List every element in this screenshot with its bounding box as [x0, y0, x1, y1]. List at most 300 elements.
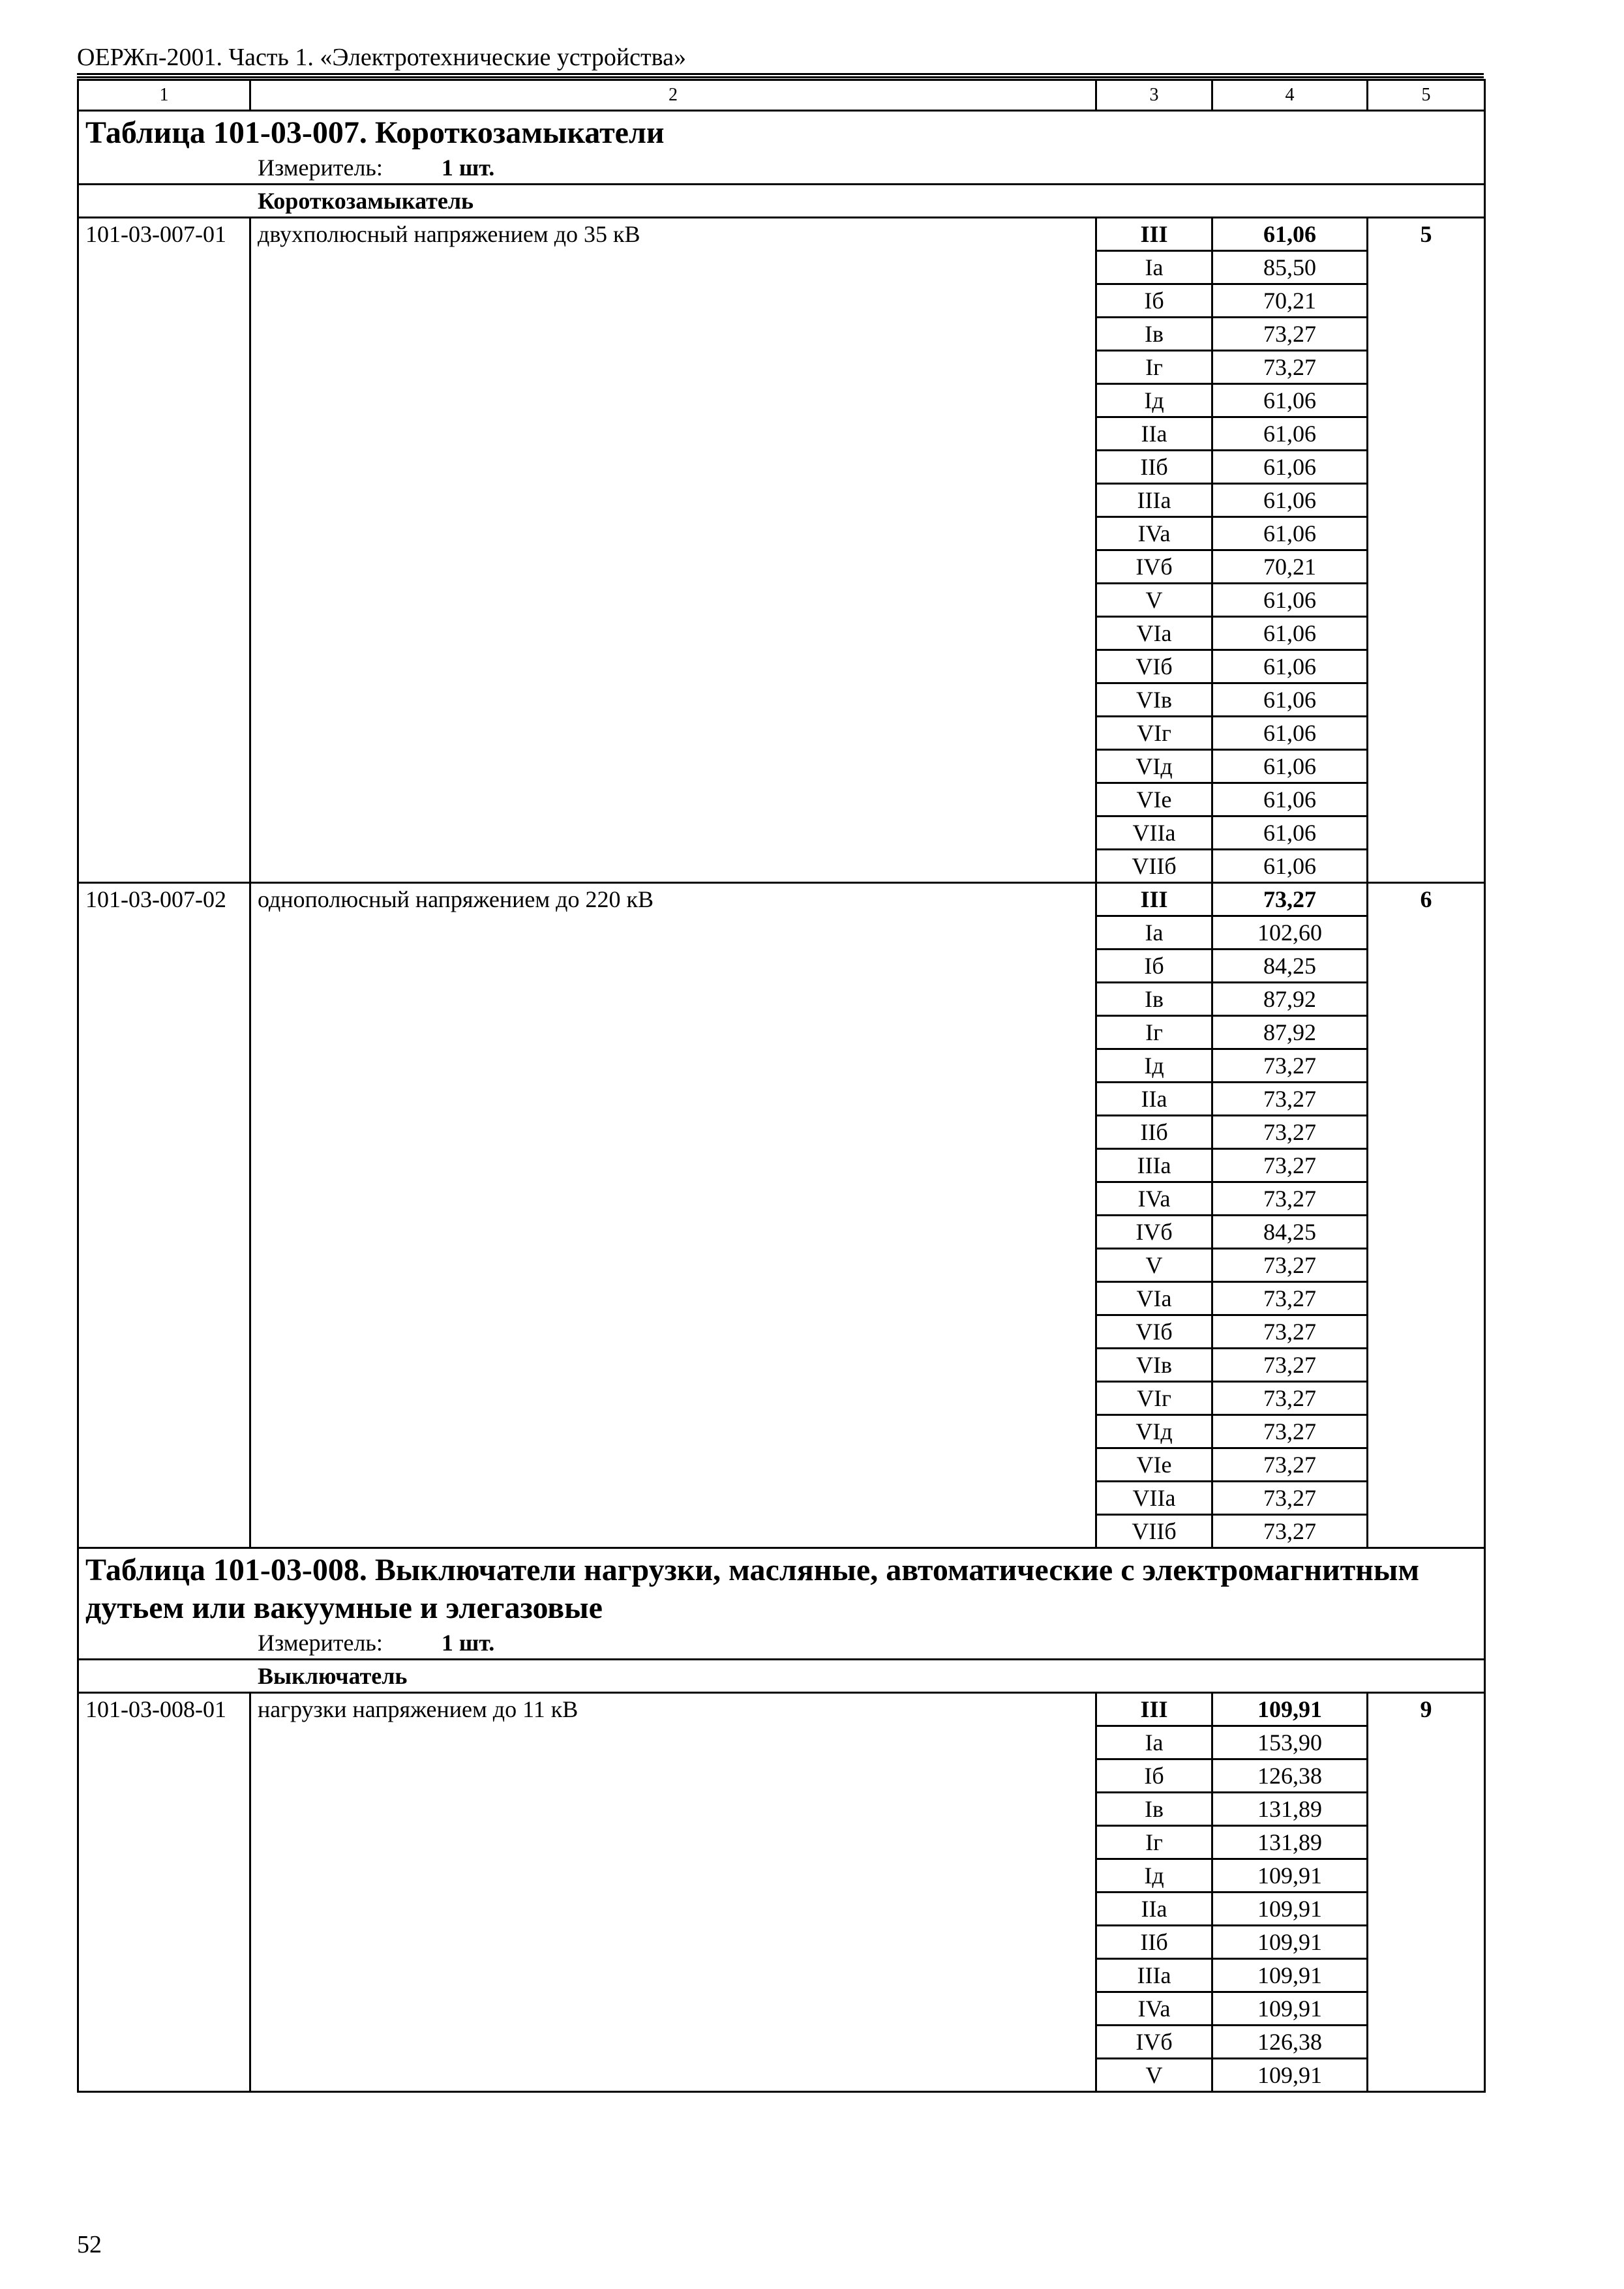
table-row [78, 650, 1485, 683]
item-code-cell [78, 451, 250, 484]
item-code-cell [78, 1448, 250, 1482]
item-col5-cell [1368, 1282, 1485, 1315]
table-row [78, 451, 1485, 484]
item-name-cell [250, 1859, 1096, 1893]
item-code-cell [78, 1349, 250, 1382]
item-name-cell [250, 916, 1096, 950]
table-row [78, 1926, 1485, 1959]
zone-code: Ia [1096, 251, 1212, 284]
price-value: 73,27 [1212, 1415, 1368, 1448]
table-row [78, 1216, 1485, 1249]
price-value: 87,92 [1212, 1016, 1368, 1049]
item-code-cell [78, 1149, 250, 1182]
table-row [78, 351, 1485, 384]
zone-code: IIa [1096, 1083, 1212, 1116]
price-value: 131,89 [1212, 1826, 1368, 1859]
table-row [78, 417, 1485, 451]
table-row [78, 1349, 1485, 1382]
zone-code: IVб [1096, 1216, 1212, 1249]
price-value: 61,06 [1212, 750, 1368, 783]
item-col5-cell [1368, 384, 1485, 417]
item-name-cell [250, 950, 1096, 983]
item-col5-cell [1368, 1515, 1485, 1548]
table-row [78, 1448, 1485, 1482]
item-code: 101-03-007-02 [78, 883, 250, 916]
table-row [78, 617, 1485, 650]
item-name-cell [250, 1216, 1096, 1249]
item-col5-cell [1368, 550, 1485, 584]
item-code-cell [78, 517, 250, 550]
item-col5-cell [1368, 816, 1485, 850]
table-row [78, 1282, 1485, 1315]
table-row [78, 1482, 1485, 1515]
table-row [78, 1693, 1485, 1726]
price-value: 73,27 [1212, 1315, 1368, 1349]
rates-table [77, 79, 1486, 2093]
zone-code: VIд [1096, 1415, 1212, 1448]
item-name-cell [250, 384, 1096, 417]
item-code-cell [78, 318, 250, 351]
item-code-cell [78, 484, 250, 517]
zone-code: V [1096, 1249, 1212, 1282]
zone-code: Iб [1096, 284, 1212, 318]
zone-code: V [1096, 2059, 1212, 2092]
item-col5-cell [1368, 284, 1485, 318]
table-title: Таблица 101-03-008. Выключатели нагрузки, масляные, автоматические с электромагнитным дутьем или вакуумные и элегазовые [85, 1553, 1420, 1625]
item-col5-cell [1368, 1315, 1485, 1349]
item-code-cell [78, 1249, 250, 1282]
measure-label: Измеритель: [258, 155, 383, 181]
item-code: 101-03-007-01 [78, 218, 250, 251]
item-col5-cell [1368, 1415, 1485, 1448]
zone-code: V [1096, 584, 1212, 617]
zone-code: Iг [1096, 351, 1212, 384]
table-row [78, 384, 1485, 417]
item-code-cell [78, 1759, 250, 1793]
item-col5-cell [1368, 750, 1485, 783]
table-row [78, 1083, 1485, 1116]
measure-line [85, 1627, 1477, 1658]
item-name-cell [250, 1482, 1096, 1515]
table-row [78, 1315, 1485, 1349]
price-value: 61,06 [1212, 850, 1368, 883]
item-name-cell [250, 318, 1096, 351]
table-row [78, 850, 1485, 883]
price-value: 73,27 [1212, 1149, 1368, 1182]
table-row [78, 950, 1485, 983]
zone-code: IIIa [1096, 484, 1212, 517]
table-row [78, 783, 1485, 816]
item-col5-cell [1368, 251, 1485, 284]
item-col5-cell [1368, 1482, 1485, 1515]
item-name-cell [250, 251, 1096, 284]
zone-code: VIa [1096, 1282, 1212, 1315]
table-row [78, 883, 1485, 916]
table-row [78, 1826, 1485, 1859]
header-rule [77, 73, 1484, 75]
price-value: 73,27 [1212, 351, 1368, 384]
item-code-cell [78, 1992, 250, 2026]
item-name-cell [250, 1415, 1096, 1448]
item-col5-cell [1368, 1859, 1485, 1893]
table-row [78, 816, 1485, 850]
zone-code: VIe [1096, 783, 1212, 816]
measure-unit: 1 шт. [441, 155, 495, 181]
zone-code: IVб [1096, 550, 1212, 584]
zone-code: Iг [1096, 1826, 1212, 1859]
item-code-cell [78, 417, 250, 451]
item-name-cell [250, 816, 1096, 850]
zone-code: IIa [1096, 1893, 1212, 1926]
price-value: 73,27 [1212, 1182, 1368, 1216]
zone-code: IIб [1096, 1116, 1212, 1149]
header-rule-second [77, 76, 1484, 78]
item-code-cell [78, 351, 250, 384]
item-name-cell [250, 850, 1096, 883]
price-value: 73,27 [1212, 318, 1368, 351]
table-row [78, 550, 1485, 584]
price-value: 84,25 [1212, 1216, 1368, 1249]
zone-code: III [1096, 218, 1212, 251]
zone-code: III [1096, 1693, 1212, 1726]
zone-code: Ia [1096, 1726, 1212, 1759]
zone-code: VIIa [1096, 1482, 1212, 1515]
table-title-cell [78, 111, 1485, 185]
item-col5-cell [1368, 351, 1485, 384]
price-value: 61,06 [1212, 484, 1368, 517]
item-col5-cell [1368, 1216, 1485, 1249]
table-row [78, 1859, 1485, 1893]
item-name-cell [250, 1282, 1096, 1315]
price-value: 73,27 [1212, 1083, 1368, 1116]
table-row [78, 1992, 1485, 2026]
zone-code: IVa [1096, 1992, 1212, 2026]
price-value: 109,91 [1212, 1693, 1368, 1726]
table-row [78, 2059, 1485, 2092]
table-row [78, 1016, 1485, 1049]
item-col5-cell [1368, 650, 1485, 683]
price-value: 109,91 [1212, 1992, 1368, 2026]
zone-code: IIб [1096, 1926, 1212, 1959]
zone-code: VIa [1096, 617, 1212, 650]
zone-code: VIб [1096, 650, 1212, 683]
price-value: 126,38 [1212, 1759, 1368, 1793]
item-col5: 6 [1368, 883, 1485, 916]
item-col5-cell [1368, 484, 1485, 517]
item-col5-cell [1368, 1926, 1485, 1959]
item-col5-cell [1368, 1893, 1485, 1926]
item-col5-cell [1368, 783, 1485, 816]
item-code-cell [78, 1282, 250, 1315]
item-col5-cell [1368, 1083, 1485, 1116]
item-col5-cell [1368, 417, 1485, 451]
item-name-cell [250, 2059, 1096, 2092]
table-row [78, 750, 1485, 783]
item-code-cell [78, 1182, 250, 1216]
price-value: 109,91 [1212, 1959, 1368, 1992]
price-value: 61,06 [1212, 451, 1368, 484]
item-name-cell [250, 584, 1096, 617]
price-value: 61,06 [1212, 650, 1368, 683]
measure-label: Измеритель: [258, 1630, 383, 1656]
table-row [78, 1249, 1485, 1282]
zone-code: VIг [1096, 717, 1212, 750]
item-code-cell [78, 717, 250, 750]
item-col5-cell [1368, 617, 1485, 650]
item-code-cell [78, 1049, 250, 1083]
item-code-cell [78, 1016, 250, 1049]
price-value: 87,92 [1212, 983, 1368, 1016]
item-col5-cell [1368, 318, 1485, 351]
price-value: 85,50 [1212, 251, 1368, 284]
item-code-cell [78, 1859, 250, 1893]
zone-code: IVa [1096, 1182, 1212, 1216]
zone-code: Iд [1096, 1049, 1212, 1083]
price-value: 73,27 [1212, 1382, 1368, 1415]
item-name-cell [250, 1992, 1096, 2026]
item-col5-cell [1368, 1726, 1485, 1759]
item-name-cell [250, 1515, 1096, 1548]
item-name-cell [250, 717, 1096, 750]
item-name-cell [250, 517, 1096, 550]
item-name-cell [250, 1016, 1096, 1049]
item-name-cell [250, 983, 1096, 1016]
table-row [78, 1959, 1485, 1992]
item-name-cell [250, 1448, 1096, 1482]
table-row [78, 683, 1485, 717]
price-value: 126,38 [1212, 2026, 1368, 2059]
item-col5-cell [1368, 2026, 1485, 2059]
column-number-1: 1 [78, 80, 250, 111]
price-value: 61,06 [1212, 683, 1368, 717]
price-value: 73,27 [1212, 1349, 1368, 1382]
measure-line [85, 152, 1477, 183]
price-value: 70,21 [1212, 550, 1368, 584]
item-code-cell [78, 1826, 250, 1859]
item-col5-cell [1368, 1349, 1485, 1382]
table-row [78, 916, 1485, 950]
price-value: 109,91 [1212, 2059, 1368, 2092]
item-name-cell [250, 783, 1096, 816]
item-name-cell [250, 550, 1096, 584]
item-col5-cell [1368, 983, 1485, 1016]
table-title: Таблица 101-03-007. Короткозамыкатели [85, 115, 665, 150]
item-col5-cell [1368, 2059, 1485, 2092]
zone-code: VIe [1096, 1448, 1212, 1482]
item-name-cell [250, 650, 1096, 683]
zone-code: Iг [1096, 1016, 1212, 1049]
price-value: 84,25 [1212, 950, 1368, 983]
item-name: нагрузки напряжением до 11 кВ [250, 1693, 1096, 1726]
price-value: 61,06 [1212, 816, 1368, 850]
item-col5-cell [1368, 1959, 1485, 1992]
zone-code: IVб [1096, 2026, 1212, 2059]
table-row [78, 717, 1485, 750]
item-code-cell [78, 650, 250, 683]
item-name-cell [250, 1793, 1096, 1826]
price-value: 61,06 [1212, 417, 1368, 451]
group-heading-row [78, 185, 1485, 218]
item-code-cell [78, 1116, 250, 1149]
item-col5: 5 [1368, 218, 1485, 251]
price-value: 102,60 [1212, 916, 1368, 950]
zone-code: VIд [1096, 750, 1212, 783]
zone-code: Iб [1096, 950, 1212, 983]
item-code-cell [78, 1216, 250, 1249]
item-col5-cell [1368, 950, 1485, 983]
item-col5-cell [1368, 1049, 1485, 1083]
table-row [78, 517, 1485, 550]
item-code-cell [78, 1893, 250, 1926]
item-name-cell [250, 1083, 1096, 1116]
price-value: 61,06 [1212, 783, 1368, 816]
group-heading: Выключатель [78, 1660, 1485, 1693]
price-value: 73,27 [1212, 1116, 1368, 1149]
column-number-row [78, 80, 1485, 111]
item-name-cell [250, 1926, 1096, 1959]
price-value: 73,27 [1212, 1482, 1368, 1515]
zone-code: IIIa [1096, 1149, 1212, 1182]
item-col5-cell [1368, 1116, 1485, 1149]
item-code-cell [78, 1726, 250, 1759]
measure-unit: 1 шт. [441, 1630, 495, 1656]
item-name-cell [250, 1759, 1096, 1793]
item-code-cell [78, 251, 250, 284]
zone-code: Iд [1096, 384, 1212, 417]
item-code-cell [78, 850, 250, 883]
item-name-cell [250, 1959, 1096, 1992]
item-col5-cell [1368, 1182, 1485, 1216]
table-title-row [78, 1548, 1485, 1660]
item-col5-cell [1368, 1448, 1485, 1482]
zone-code: IIб [1096, 451, 1212, 484]
item-name-cell [250, 1116, 1096, 1149]
column-number-4: 4 [1212, 80, 1368, 111]
item-code-cell [78, 617, 250, 650]
table-row [78, 1116, 1485, 1149]
price-value: 109,91 [1212, 1893, 1368, 1926]
item-col5-cell [1368, 1759, 1485, 1793]
table-row [78, 284, 1485, 318]
table-title-cell [78, 1548, 1485, 1660]
item-col5-cell [1368, 1826, 1485, 1859]
column-number-5: 5 [1368, 80, 1485, 111]
document-header: ОЕРЖп-2001. Часть 1. «Электротехнические устройства» [77, 44, 686, 71]
price-value: 61,06 [1212, 384, 1368, 417]
item-code-cell [78, 750, 250, 783]
table-row [78, 1182, 1485, 1216]
item-name-cell [250, 1826, 1096, 1859]
zone-code: Iб [1096, 1759, 1212, 1793]
item-code-cell [78, 284, 250, 318]
price-value: 109,91 [1212, 1859, 1368, 1893]
item-name-cell [250, 2026, 1096, 2059]
table-row [78, 484, 1485, 517]
price-value: 61,06 [1212, 218, 1368, 251]
item-code-cell [78, 1515, 250, 1548]
table-row [78, 1149, 1485, 1182]
item-name-cell [250, 1149, 1096, 1182]
table-row [78, 1759, 1485, 1793]
item-name: двухполюсный напряжением до 35 кВ [250, 218, 1096, 251]
zone-code: IIIa [1096, 1959, 1212, 1992]
table-row [78, 1893, 1485, 1926]
item-name-cell [250, 1315, 1096, 1349]
item-name-cell [250, 750, 1096, 783]
table-row [78, 1726, 1485, 1759]
price-value: 131,89 [1212, 1793, 1368, 1826]
item-name-cell [250, 1182, 1096, 1216]
item-code-cell [78, 1793, 250, 1826]
item-code-cell [78, 2026, 250, 2059]
table-row [78, 1382, 1485, 1415]
item-code-cell [78, 783, 250, 816]
item-name-cell [250, 351, 1096, 384]
item-col5-cell [1368, 584, 1485, 617]
price-value: 61,06 [1212, 617, 1368, 650]
price-value: 109,91 [1212, 1926, 1368, 1959]
item-col5-cell [1368, 517, 1485, 550]
zone-code: VIIa [1096, 816, 1212, 850]
item-code-cell [78, 384, 250, 417]
zone-code: Iв [1096, 318, 1212, 351]
item-col5-cell [1368, 1992, 1485, 2026]
item-name: однополюсный напряжением до 220 кВ [250, 883, 1096, 916]
item-col5-cell [1368, 1249, 1485, 1282]
zone-code: VIг [1096, 1382, 1212, 1415]
item-name-cell [250, 1893, 1096, 1926]
item-code-cell [78, 950, 250, 983]
table-row [78, 584, 1485, 617]
item-code-cell [78, 1415, 250, 1448]
item-code-cell [78, 1926, 250, 1959]
column-number-3: 3 [1096, 80, 1212, 111]
item-name-cell [250, 284, 1096, 318]
item-col5-cell [1368, 1793, 1485, 1826]
table-row [78, 318, 1485, 351]
item-col5-cell [1368, 683, 1485, 717]
item-code-cell [78, 916, 250, 950]
item-code-cell [78, 1083, 250, 1116]
table-row [78, 251, 1485, 284]
item-name-cell [250, 683, 1096, 717]
item-code-cell [78, 983, 250, 1016]
price-value: 70,21 [1212, 284, 1368, 318]
zone-code: VIб [1096, 1315, 1212, 1349]
price-value: 73,27 [1212, 883, 1368, 916]
price-value: 73,27 [1212, 1049, 1368, 1083]
item-col5-cell [1368, 717, 1485, 750]
item-code-cell [78, 1959, 250, 1992]
item-name-cell [250, 451, 1096, 484]
item-code-cell [78, 2059, 250, 2092]
item-name-cell [250, 1382, 1096, 1415]
price-value: 61,06 [1212, 717, 1368, 750]
table-title-row [78, 111, 1485, 185]
page-number: 52 [77, 2231, 102, 2258]
item-code-cell [78, 550, 250, 584]
zone-code: VIIб [1096, 850, 1212, 883]
table-row [78, 1049, 1485, 1083]
zone-code: Iв [1096, 1793, 1212, 1826]
item-code: 101-03-008-01 [78, 1693, 250, 1726]
column-number-2: 2 [250, 80, 1096, 111]
zone-code: Ia [1096, 916, 1212, 950]
price-value: 153,90 [1212, 1726, 1368, 1759]
zone-code: IIa [1096, 417, 1212, 451]
price-value: 61,06 [1212, 584, 1368, 617]
zone-code: III [1096, 883, 1212, 916]
